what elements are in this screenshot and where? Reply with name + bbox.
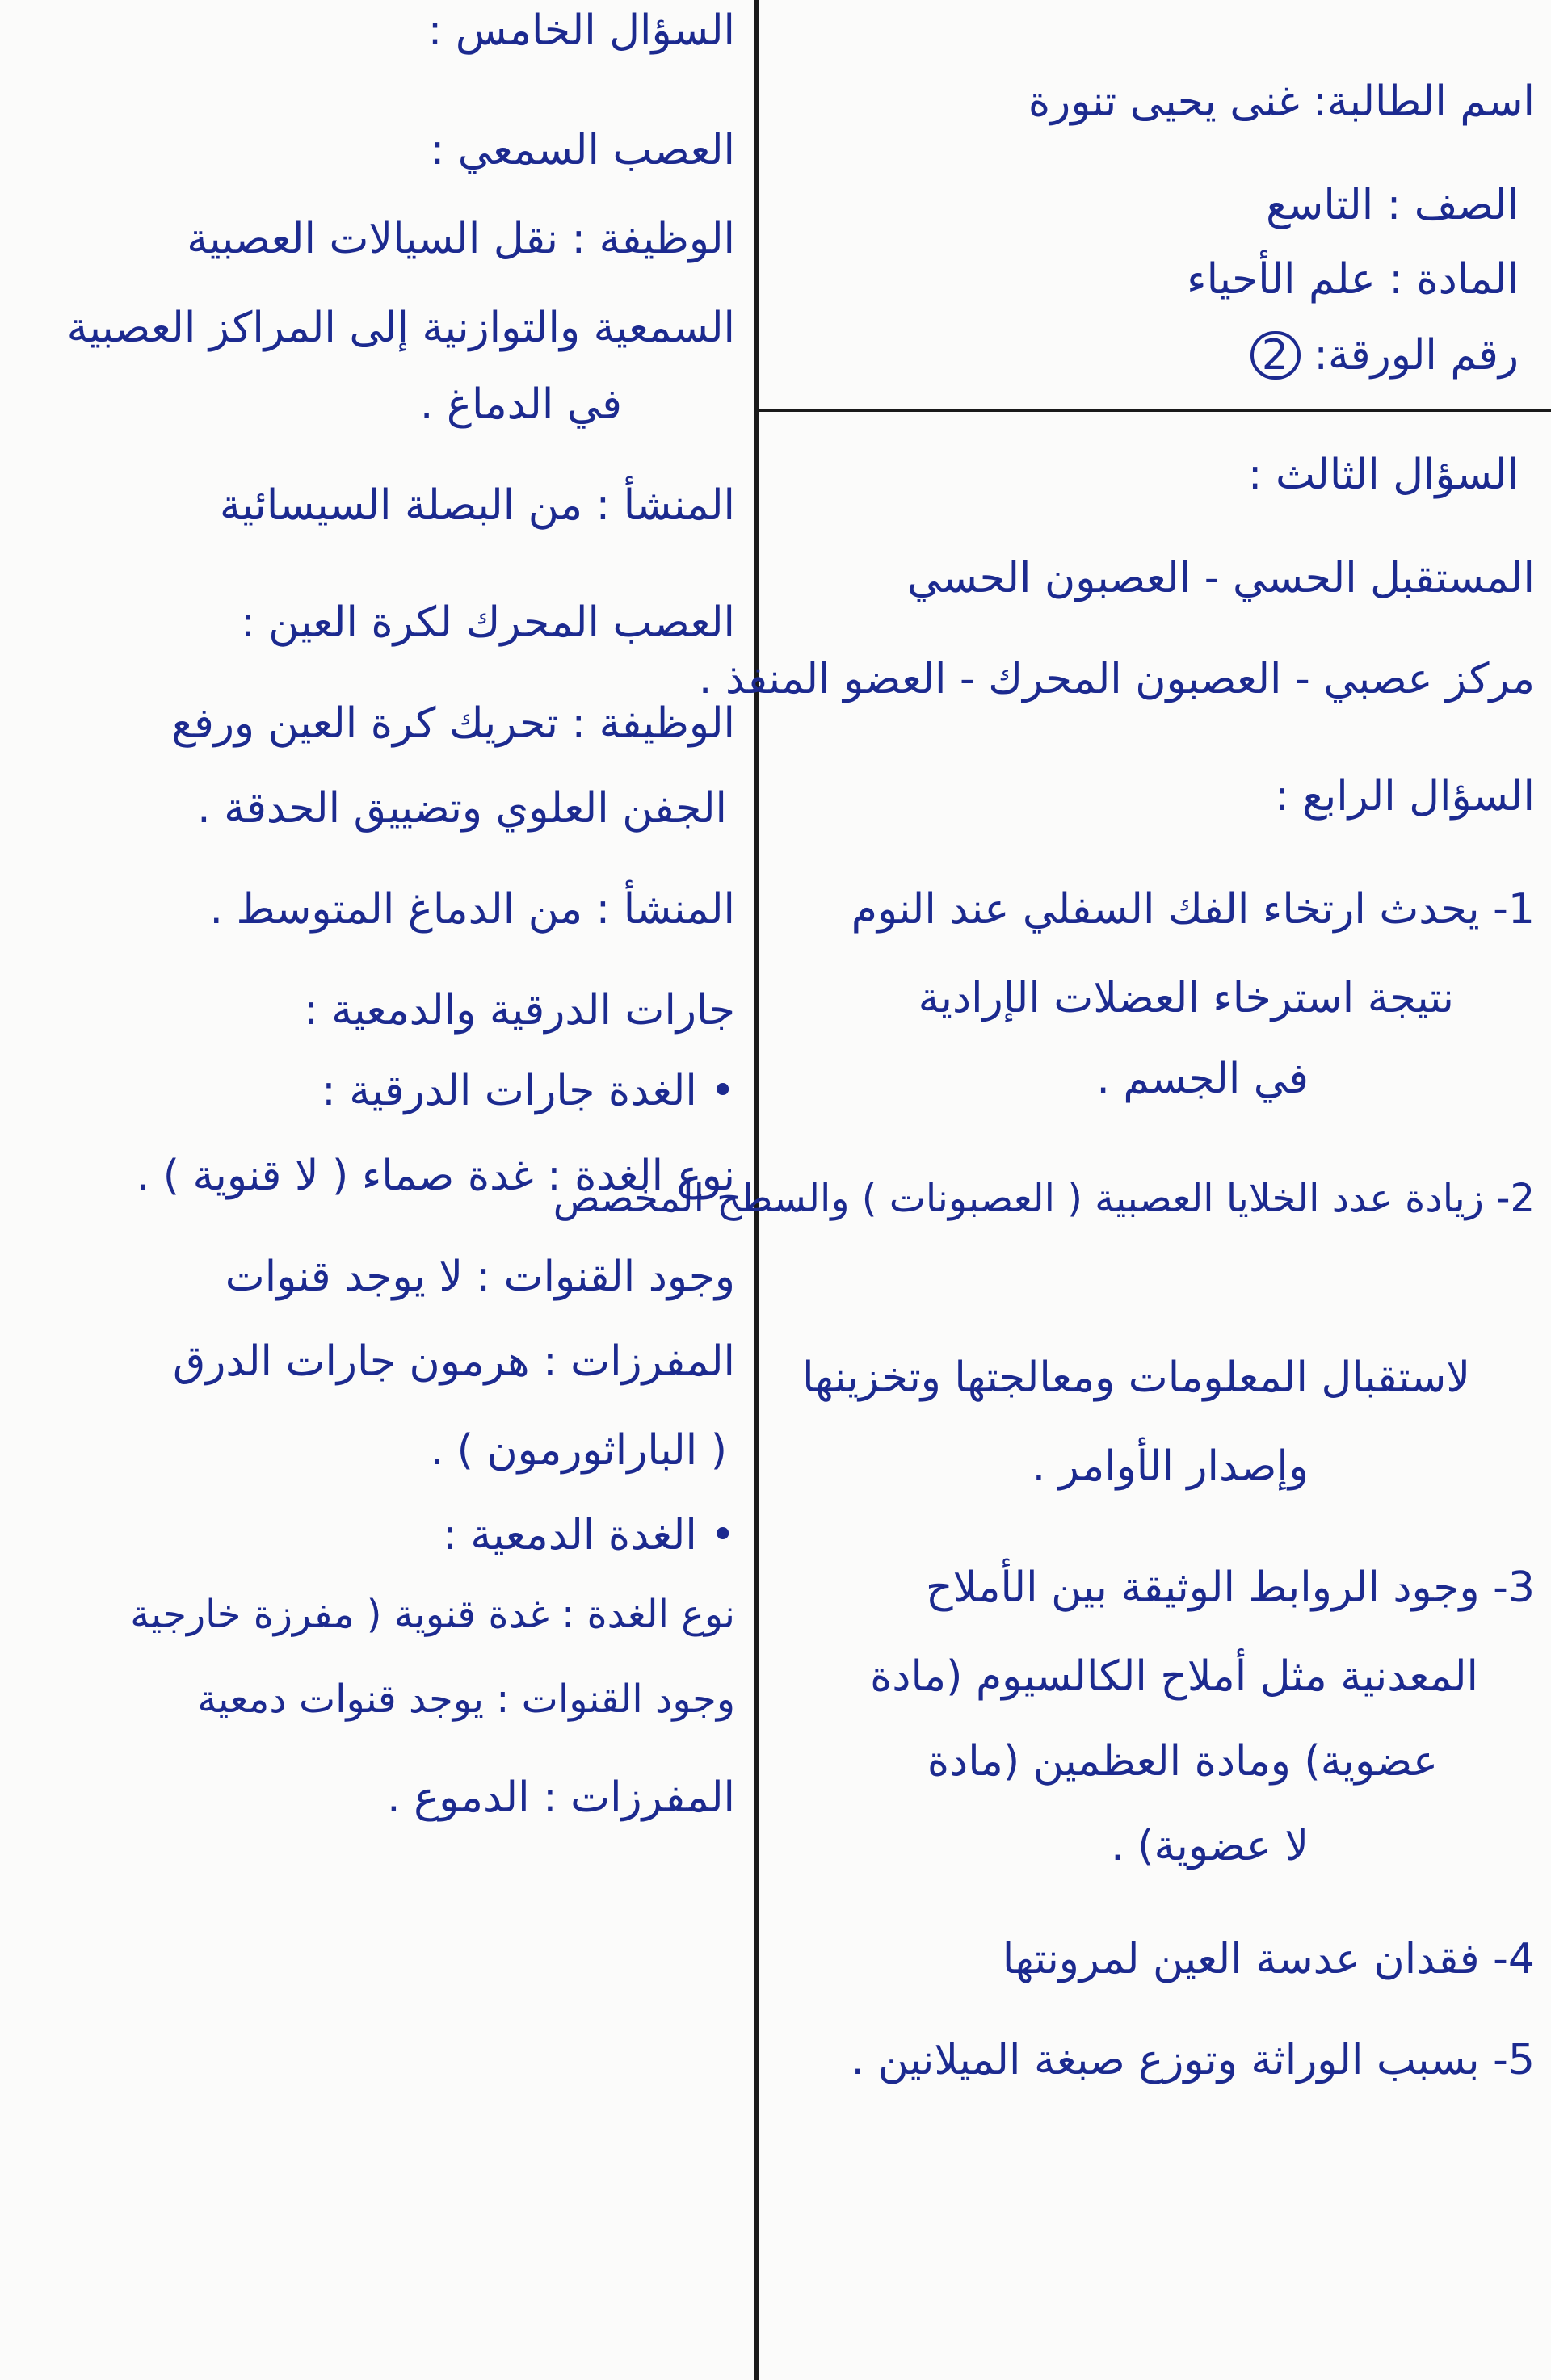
horizontal-divider: [756, 409, 1551, 412]
q5-line-13: وجود القنوات : لا يوجد قنوات: [225, 1253, 735, 1301]
q4-line-9: المعدنية مثل أملاح الكالسيوم (مادة: [870, 1652, 1478, 1701]
q5-line-19: المفرزات : الدموع .: [387, 1773, 735, 1822]
q4-line-10: عضوية) ومادة العظمين (مادة: [927, 1737, 1438, 1786]
q4-line-7: وإصدار الأوامر .: [1032, 1442, 1309, 1491]
q4-line-6: لاستقبال المعلومات ومعالجتها وتخزينها: [802, 1354, 1470, 1402]
q3-line-2: مركز عصبي - العصبون المحرك - العضو المنفذ .: [698, 655, 1535, 703]
sheet-number-label: رقم الورقة:: [1314, 331, 1519, 380]
q3-title: السؤال الثالث :: [1247, 451, 1519, 499]
q5-line-9: المنشأ : من الدماغ المتوسط .: [209, 885, 735, 934]
q5-line-15: ( الباراثورمون ) .: [430, 1426, 727, 1475]
q3-line-1: المستقبل الحسي - العصبون الحسي: [906, 554, 1535, 602]
q5-line-14: المفرزات : هرمون جارات الدرق: [172, 1337, 735, 1386]
q4-line-13: 5- بسبب الوراثة وتوزع صبغة الميلانين .: [851, 2036, 1535, 2084]
q5-line-8: الجفن العلوي وتضييق الحدقة .: [197, 784, 727, 833]
q4-line-4: 2- زيادة عدد الخلايا العصبية ( العصبونات ) والسطح المخصص: [553, 1176, 1535, 1221]
q5-line-5: المنشأ : من البصلة السيسائية: [219, 481, 735, 530]
sheet-number-row: [1250, 331, 1519, 380]
q4-line-11: لا عضوية) .: [1111, 1822, 1309, 1870]
q4-line-2: نتيجة استرخاء العضلات الإرادية: [918, 974, 1454, 1022]
q5-line-12: نوع الغدة : غدة صماء ( لا قنوية ) .: [136, 1152, 735, 1200]
q5-line-4: في الدماغ .: [419, 380, 622, 429]
q5-line-17: نوع الغدة : غدة قنوية ( مفرزة خارجية: [130, 1592, 735, 1637]
subject-label: المادة : علم الأحياء: [1187, 255, 1519, 304]
q5-line-2: الوظيفة : نقل السيالات العصبية: [187, 215, 735, 263]
sheet-number: 2: [1250, 331, 1301, 380]
q5-line-7: الوظيفة : تحريك كرة العين ورفع: [171, 699, 735, 748]
q4-line-8: 3- وجود الروابط الوثيقة بين الأملاح: [926, 1564, 1535, 1612]
q5-line-10: جارات الدرقية والدمعية :: [304, 986, 735, 1035]
q5-line-18: وجود القنوات : يوجد قنوات دمعية: [197, 1677, 735, 1722]
q4-line-3: في الجسم .: [1096, 1055, 1309, 1103]
q5-line-16: • الغدة الدمعية :: [443, 1511, 735, 1559]
q4-title: السؤال الرابع :: [1275, 772, 1535, 821]
q5-line-1: العصب السمعي :: [430, 126, 735, 174]
q5-line-3: السمعية والتوازنية إلى المراكز العصبية: [66, 304, 735, 352]
q5-line-11: • الغدة جارات الدرقية :: [322, 1067, 735, 1115]
q5-title: السؤال الخامس :: [427, 6, 735, 55]
q4-line-12: 4- فقدان عدسة العين لمرونتها: [1002, 1935, 1535, 1983]
q5-line-6: العصب المحرك لكرة العين :: [241, 598, 735, 647]
student-name: اسم الطالبة: غنى يحيى تنورة: [1028, 78, 1535, 126]
q4-line-1: 1- يحدث ارتخاء الفك السفلي عند النوم: [851, 885, 1535, 934]
class-label: الصف : التاسع: [1266, 181, 1519, 229]
